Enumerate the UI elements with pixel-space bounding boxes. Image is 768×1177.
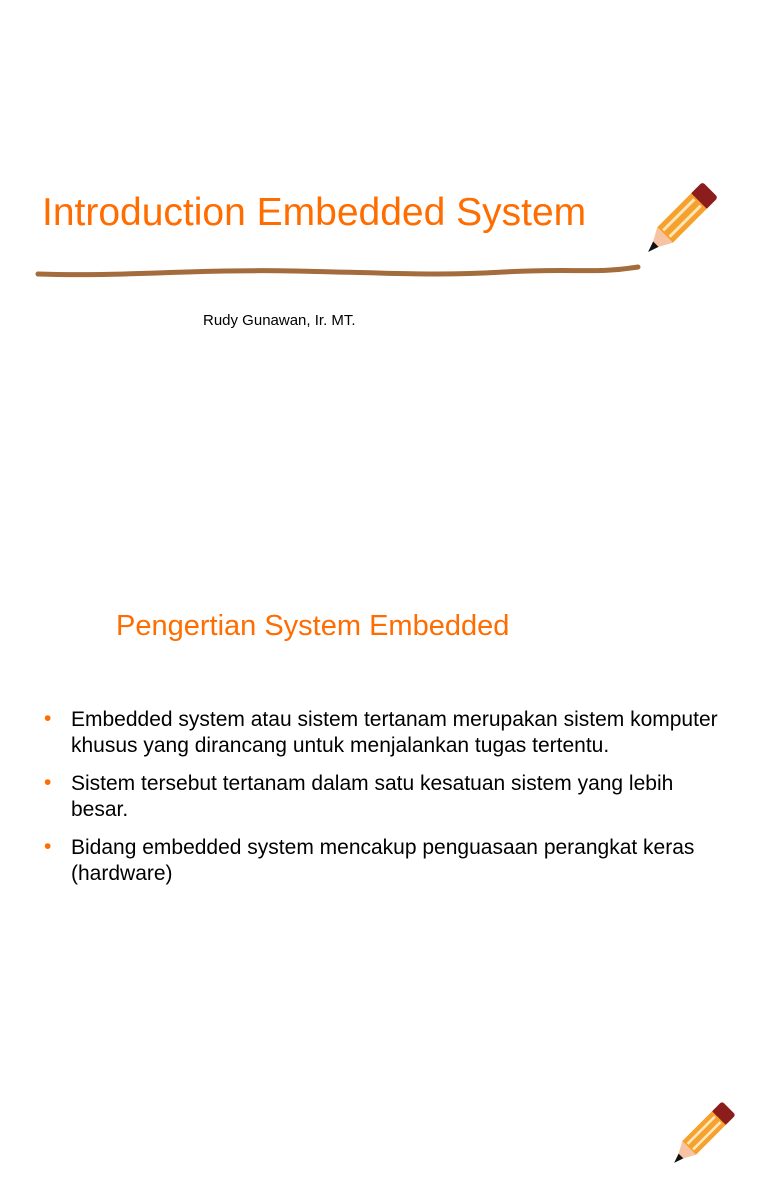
author-name: Rudy Gunawan, Ir. MT. — [203, 312, 356, 329]
bullet-marker: • — [44, 707, 52, 730]
pencil-icon — [660, 1089, 748, 1177]
bullet-marker: • — [44, 771, 52, 794]
list-item — [44, 835, 724, 887]
bullet-text: Embedded system atau sistem tertanam merupakan sistem komputer khusus yang dirancang untuk menjalankan tugas tertentu. — [71, 708, 718, 757]
underline-stroke — [38, 267, 638, 275]
slide-1-title: Introduction Embedded System — [42, 191, 587, 234]
list-item — [44, 771, 724, 823]
list-item — [44, 707, 724, 759]
bullet-list — [44, 707, 724, 899]
bullet-text: Bidang embedded system mencakup penguasaan perangkat keras (hardware) — [71, 836, 695, 885]
title-underline — [34, 262, 644, 282]
slide-2-title: Pengertian System Embedded — [116, 610, 510, 642]
bullet-text: Sistem tersebut tertanam dalam satu kesatuan sistem yang lebih besar. — [71, 772, 674, 821]
pencil-icon — [632, 168, 732, 268]
slide-2 — [0, 512, 768, 1024]
bullet-marker: • — [44, 835, 52, 858]
slide-1 — [0, 0, 768, 512]
